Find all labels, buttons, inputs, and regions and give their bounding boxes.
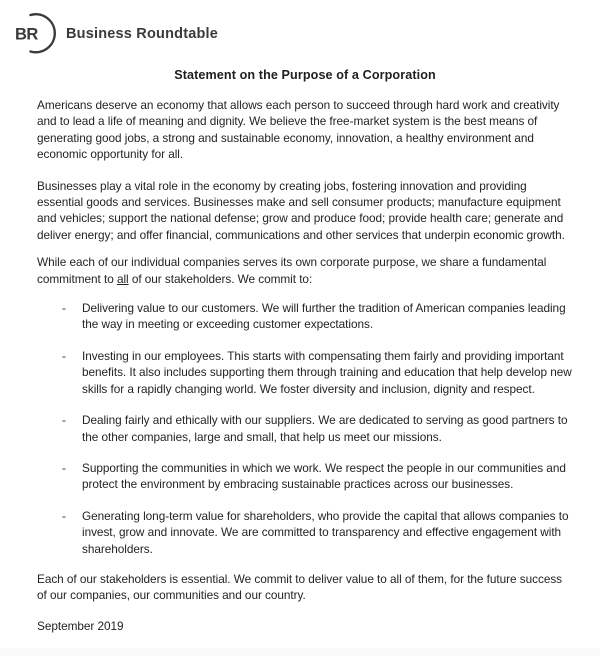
bullet-marker: - [62, 508, 66, 523]
list-item-text: Investing in our employees. This starts with compensating them fairly and providing important benefits. It also includes supporting them through training and education that help develop new skills for a rapidly changing world. We foster diversity and inclusion, dignity and respect. [82, 348, 572, 396]
commitment-text-before: While each of our individual companies serves its own corporate purpose, we share a fundamental commitment to [37, 255, 547, 286]
list-item-customers [62, 300, 573, 333]
logo-monogram: BR [15, 25, 38, 44]
list-item-employees [62, 348, 573, 397]
paragraph-businesses: Businesses play a vital role in the economy by creating jobs, fostering innovation and providing essential goods and services. Businesses make and sell consumer products; manufacture equipment and vehicles; support the national defense; grow and produce food; provide health care; generate and deliver energy; and offer financial, communications and other services that underpin economic growth. [37, 178, 565, 242]
list-item-suppliers [62, 412, 573, 445]
br-arc-icon [13, 10, 59, 56]
stakeholder-commitments-list [37, 300, 573, 557]
bullet-marker: - [62, 460, 66, 475]
paragraph-commitment [37, 254, 573, 287]
list-item-text: Dealing fairly and ethically with our suppliers. We are dedicated to serving as good partners to the other companies, large and small, that help us meet our missions. [82, 413, 568, 444]
logo [13, 10, 573, 56]
list-item-text: Delivering value to our customers. We will further the tradition of American companies leading the way in meeting or exceeding customer expectations. [82, 301, 566, 332]
list-item-text: Supporting the communities in which we work. We respect the people in our communities and protect the environment by embracing sustainable practices across our businesses. [82, 460, 566, 492]
brand-name: Business Roundtable [66, 26, 219, 42]
list-item-text: Generating long-term value for shareholders, who provide the capital that allows companies to invest, grow and innovate. We are committed to transparency and effective engagement with shareholders. [82, 508, 569, 556]
scan-edge [0, 648, 600, 656]
list-item-communities [62, 460, 573, 493]
list-item-shareholders [62, 508, 573, 557]
bullet-marker: - [62, 301, 66, 316]
br-logo-mark [13, 10, 59, 56]
commitment-underlined-word: all [116, 271, 129, 286]
commitment-text-after: of our stakeholders. We commit to: [128, 271, 313, 286]
bullet-marker: - [62, 413, 66, 428]
paragraph-closing: Each of our stakeholders is essential. We commit to deliver value to all of them, for the future success of our companies, our communities and our country. [37, 571, 563, 603]
document-date: September 2019 [37, 618, 124, 633]
paragraph-economy: Americans deserve an economy that allows each person to succeed through hard work and creativity and to lead a life of meaning and dignity. We believe the free-market system is the best means of generating good jobs, a strong and sustainable economy, innovation, a healthy environment and economic opportunity for all. [37, 98, 560, 162]
bullet-marker: - [62, 348, 66, 363]
page-title: Statement on the Purpose of a Corporation [174, 68, 436, 82]
